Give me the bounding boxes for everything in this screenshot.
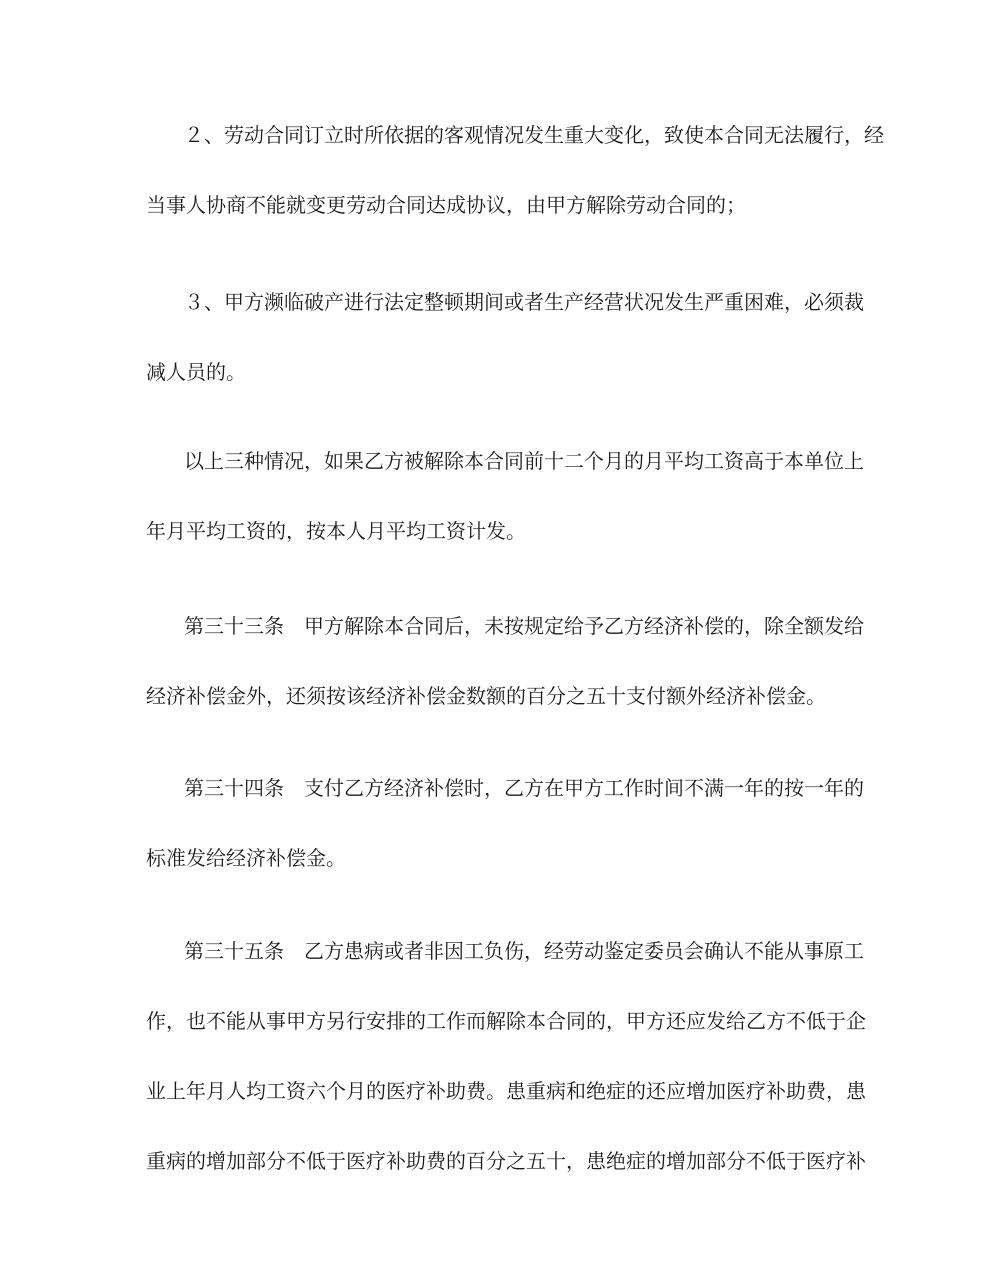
paragraph-clause-2 — [146, 123, 884, 217]
paragraph-article-34 — [146, 776, 864, 870]
text-line: 业上年月人均工资六个月的医疗补助费。患重病和绝症的还应增加医疗补助费，患 — [146, 1079, 866, 1103]
text-line: 标准发给经济补偿金。 — [146, 846, 346, 870]
text-line: 当事人协商不能就变更劳动合同达成协议，由甲方解除劳动合同的； — [146, 193, 746, 217]
text-line: 第三十四条 支付乙方经济补偿时，乙方在甲方工作时间不满一年的按一年的 — [184, 776, 864, 800]
text-line: 第三十五条 乙方患病或者非因工负伤，经劳动鉴定委员会确认不能从事原工 — [184, 939, 864, 963]
text-line: 年月平均工资的，按本人月平均工资计发。 — [146, 519, 526, 543]
paragraph-clause-3 — [146, 290, 864, 384]
text-line: ３、甲方濒临破产进行法定整顿期间或者生产经营状况发生严重困难，必须裁 — [184, 290, 864, 314]
text-line: 减人员的。 — [146, 360, 246, 384]
text-line: 第三十三条 甲方解除本合同后，未按规定给予乙方经济补偿的，除全额发给 — [184, 614, 864, 638]
paragraph-article-35 — [146, 939, 866, 1173]
text-line: 作，也不能从事甲方另行安排的工作而解除本合同的，甲方还应发给乙方不低于企 — [146, 1009, 866, 1033]
text-line: 经济补偿金外，还须按该经济补偿金数额的百分之五十支付额外经济补偿金。 — [146, 684, 826, 708]
text-line: 以上三种情况，如果乙方被解除本合同前十二个月的月平均工资高于本单位上 — [184, 449, 864, 473]
paragraph-article-33 — [146, 614, 864, 708]
text-line: ２、劳动合同订立时所依据的客观情况发生重大变化，致使本合同无法履行，经 — [184, 123, 884, 147]
paragraph-summary — [146, 449, 864, 543]
text-line: 重病的增加部分不低于医疗补助费的百分之五十，患绝症的增加部分不低于医疗补 — [146, 1149, 866, 1173]
